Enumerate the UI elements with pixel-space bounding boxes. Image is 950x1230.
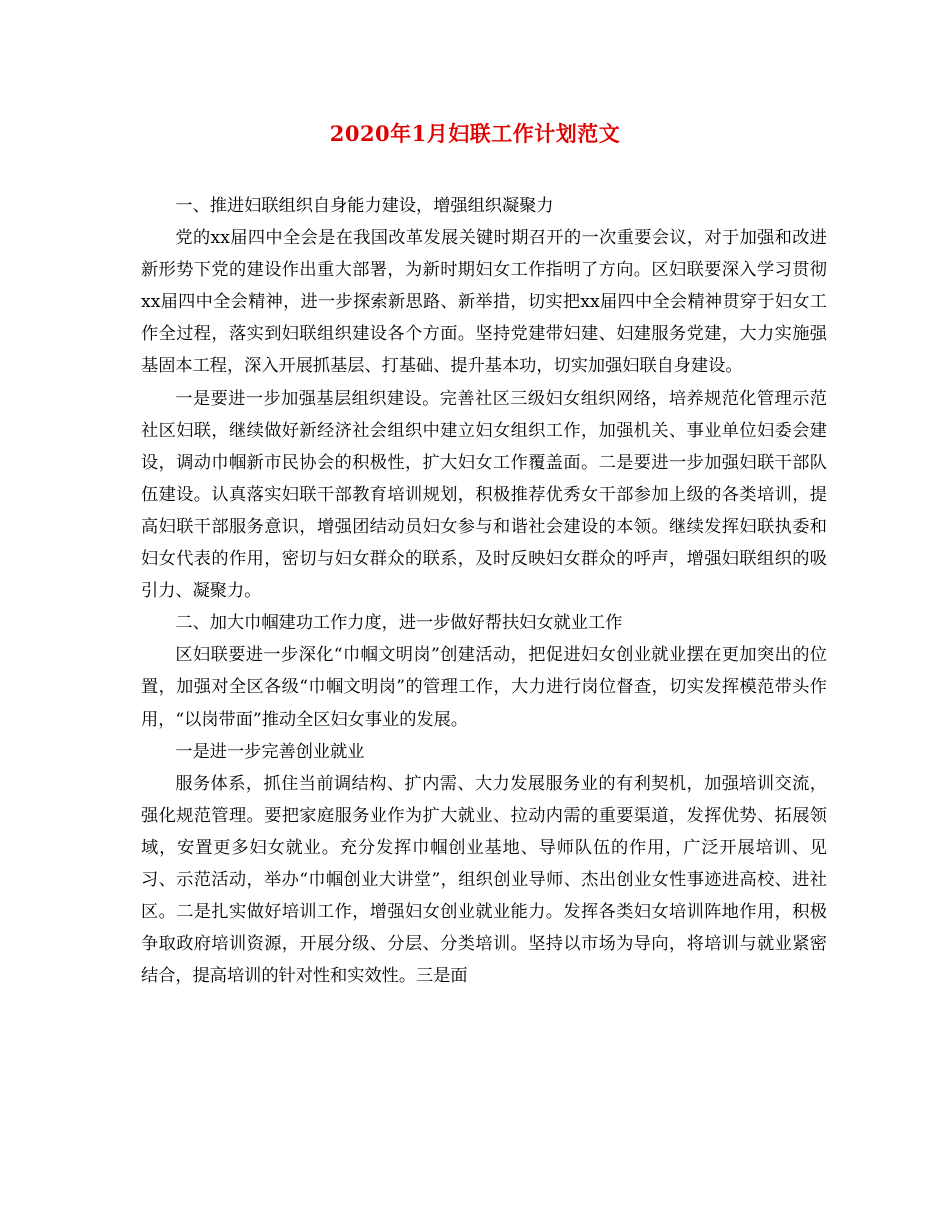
body-paragraph: 一是进一步完善创业就业 <box>175 741 365 762</box>
body-paragraph: 区妇联要进一步深化“巾帼文明岗”创建活动，把促进妇女创业就业摆在更加突出的位置，加强对全区各级“巾帼文明岗”的管理工作，大力进行岗位督查，切实发挥模范带头作用，“以岗带面”推动全区妇女事业的发展。 <box>141 645 827 730</box>
body-paragraph: 一是要进一步加强基层组织建设。完善社区三级妇女组织网络，培养规范化管理示范社区妇联，继续做好新经济社会组织中建立妇女组织工作，加强机关、事业单位妇委会建设，调动巾帼新市民协会的积极性，扩大妇女工作覆盖面。二是要进一步加强妇联干部队伍建设。认真落实妇联干部教育培训规划，积极推荐优秀女干部参加上级的各类培训，提高妇联干部服务意识，增强团结动员妇女参与和谐社会建设的本领。继续发挥妇联执委和妇女代表的作用，密切与妇女群众的联系，及时反映妇女群众的呼声，增强妇联组织的吸引力、凝聚力。 <box>141 388 827 602</box>
document-body <box>141 190 827 992</box>
document-title: 2020年1月妇联工作计划范文 <box>329 121 621 146</box>
body-paragraph: 党的xx届四中全会是在我国改革发展关键时期召开的一次重要会议，对于加强和改进新形势下党的建设作出重大部署，为新时期妇女工作指明了方向。区妇联要深入学习贯彻xx届四中全会精神，进一步探索新思路、新举措，切实把xx届四中全会精神贯穿于妇女工作全过程，落实到妇联组织建设各个方面。坚持党建带妇建、妇建服务党建，大力实施强基固本工程，深入开展抓基层、打基础、提升基本功，切实加强妇联自身建设。 <box>141 228 827 377</box>
section-heading-2: 二、加大巾帼建功工作力度，进一步做好帮扶妇女就业工作 <box>175 613 623 634</box>
body-paragraph-continuation: 服务体系，抓住当前调结构、扩内需、大力发展服务业的有利契机，加强培训交流，强化规范管理。要把家庭服务业作为扩大就业、拉动内需的重要渠道，发挥优势、拓展领域，安置更多妇女就业。充分发挥巾帼创业基地、导师队伍的作用，广泛开展培训、见习、示范活动，举办“巾帼创业大讲堂”，组织创业导师、杰出创业女性事迹进高校、进社区。二是扎实做好培训工作，增强妇女创业就业能力。发挥各类妇女培训阵地作用，积极争取政府培训资源，开展分级、分层、分类培训。坚持以市场为导向，将培训与就业紧密结合，提高培训的针对性和实效性。三是面 <box>141 773 827 987</box>
section-heading-1: 一、推进妇联组织自身能力建设，增强组织凝聚力 <box>175 196 554 216</box>
